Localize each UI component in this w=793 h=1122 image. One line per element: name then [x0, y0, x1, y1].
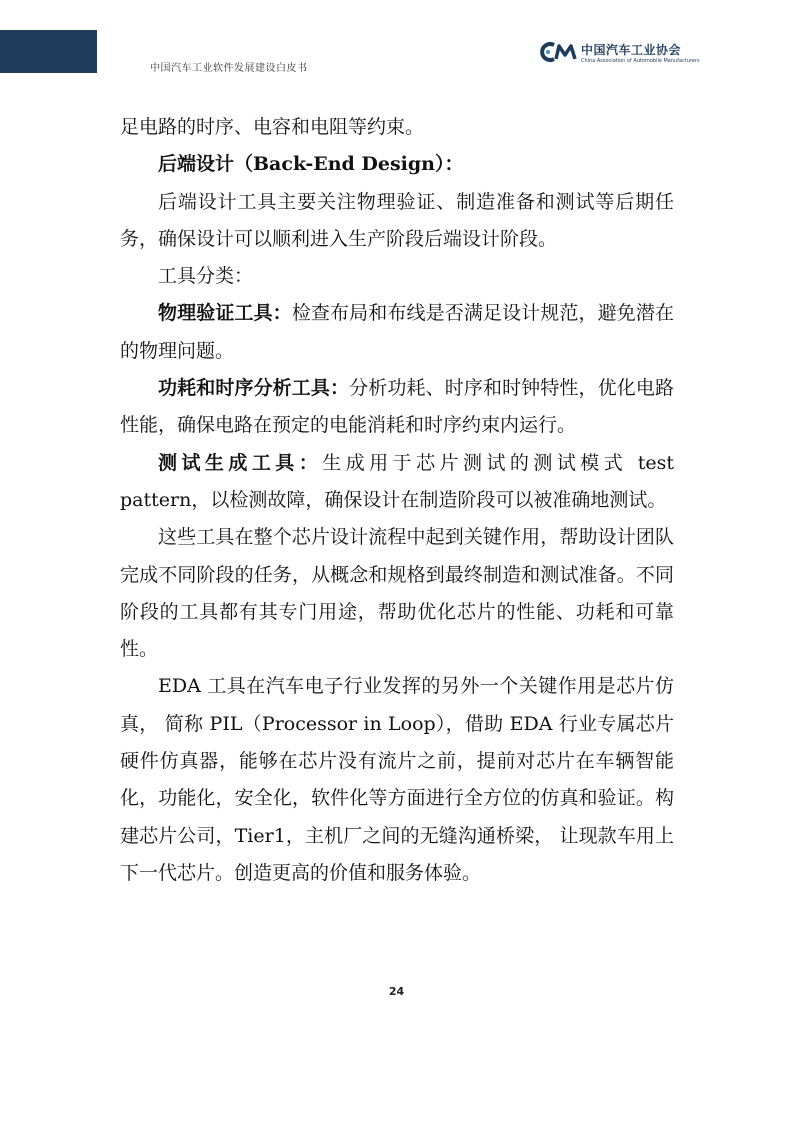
- paragraph-eda-pil: EDA 工具在汽车电子行业发挥的另外一个关键作用是芯片仿真， 简称 PIL（Processor in Loop），借助 EDA 行业专属芯片硬件仿真器，能够在芯片没有流片之前，提前对芯片在车辆智能化，功能化，安全化，软件化等方面进行全方位的仿真和验证。构建芯片公司，Tier1，主机厂之间的无缝沟通桥梁， 让现款车用上下一代芯片。创造更高的价值和服务体验。: [120, 675, 674, 884]
- logo-chinese-name: 中国汽车工业协会: [581, 42, 682, 57]
- term-physical-verification: 物理验证工具：: [158, 302, 292, 325]
- term-test-generation: 测试生成工具：: [158, 451, 323, 474]
- section-heading-back-end: 后端设计（Back-End Design）：: [158, 153, 464, 176]
- term-power-timing: 功耗和时序分析工具：: [158, 377, 350, 400]
- paragraph-physical-verification: [120, 295, 674, 370]
- caam-logo-icon: [540, 41, 578, 63]
- header-accent-bar: [0, 30, 97, 73]
- paragraph-back-end-intro: 后端设计工具主要关注物理验证、制造准备和测试等后期任务，确保设计可以顺利进入生产阶段后端设计阶段。: [120, 190, 674, 250]
- page-number: 24: [388, 985, 405, 998]
- paragraph-continuation: 足电路的时序、电容和电阻等约束。: [120, 116, 425, 138]
- page-body: [120, 109, 674, 892]
- text-physical-verification: 检查布局和布线是否满足设计规范，避免潜在的物理问题。: [120, 302, 674, 362]
- logo-english-name: China Association of Automobile Manufacturers: [581, 57, 700, 64]
- paragraph-summary: 这些工具在整个芯片设计流程中起到关键作用，帮助设计团队完成不同阶段的任务，从概念和规格到最终制造和测试准备。不同阶段的工具都有其专门用途，帮助优化芯片的性能、功耗和可靠性。: [120, 526, 674, 661]
- paragraph-power-timing: [120, 370, 674, 445]
- text-power-timing: 分析功耗、时序和时钟特性，优化电路性能，确保电路在预定的电能消耗和时序约束内运行。: [120, 377, 674, 437]
- document-title: 中国汽车工业软件发展建设白皮书: [150, 63, 308, 74]
- text-test-generation: 生成用于芯片测试的测试模式 test pattern，以检测故障，确保设计在制造阶段可以被准确地测试。: [120, 451, 674, 511]
- association-logo: [540, 37, 710, 67]
- paragraph-test-generation: [120, 445, 674, 520]
- paragraph-tool-categories: 工具分类：: [158, 265, 254, 288]
